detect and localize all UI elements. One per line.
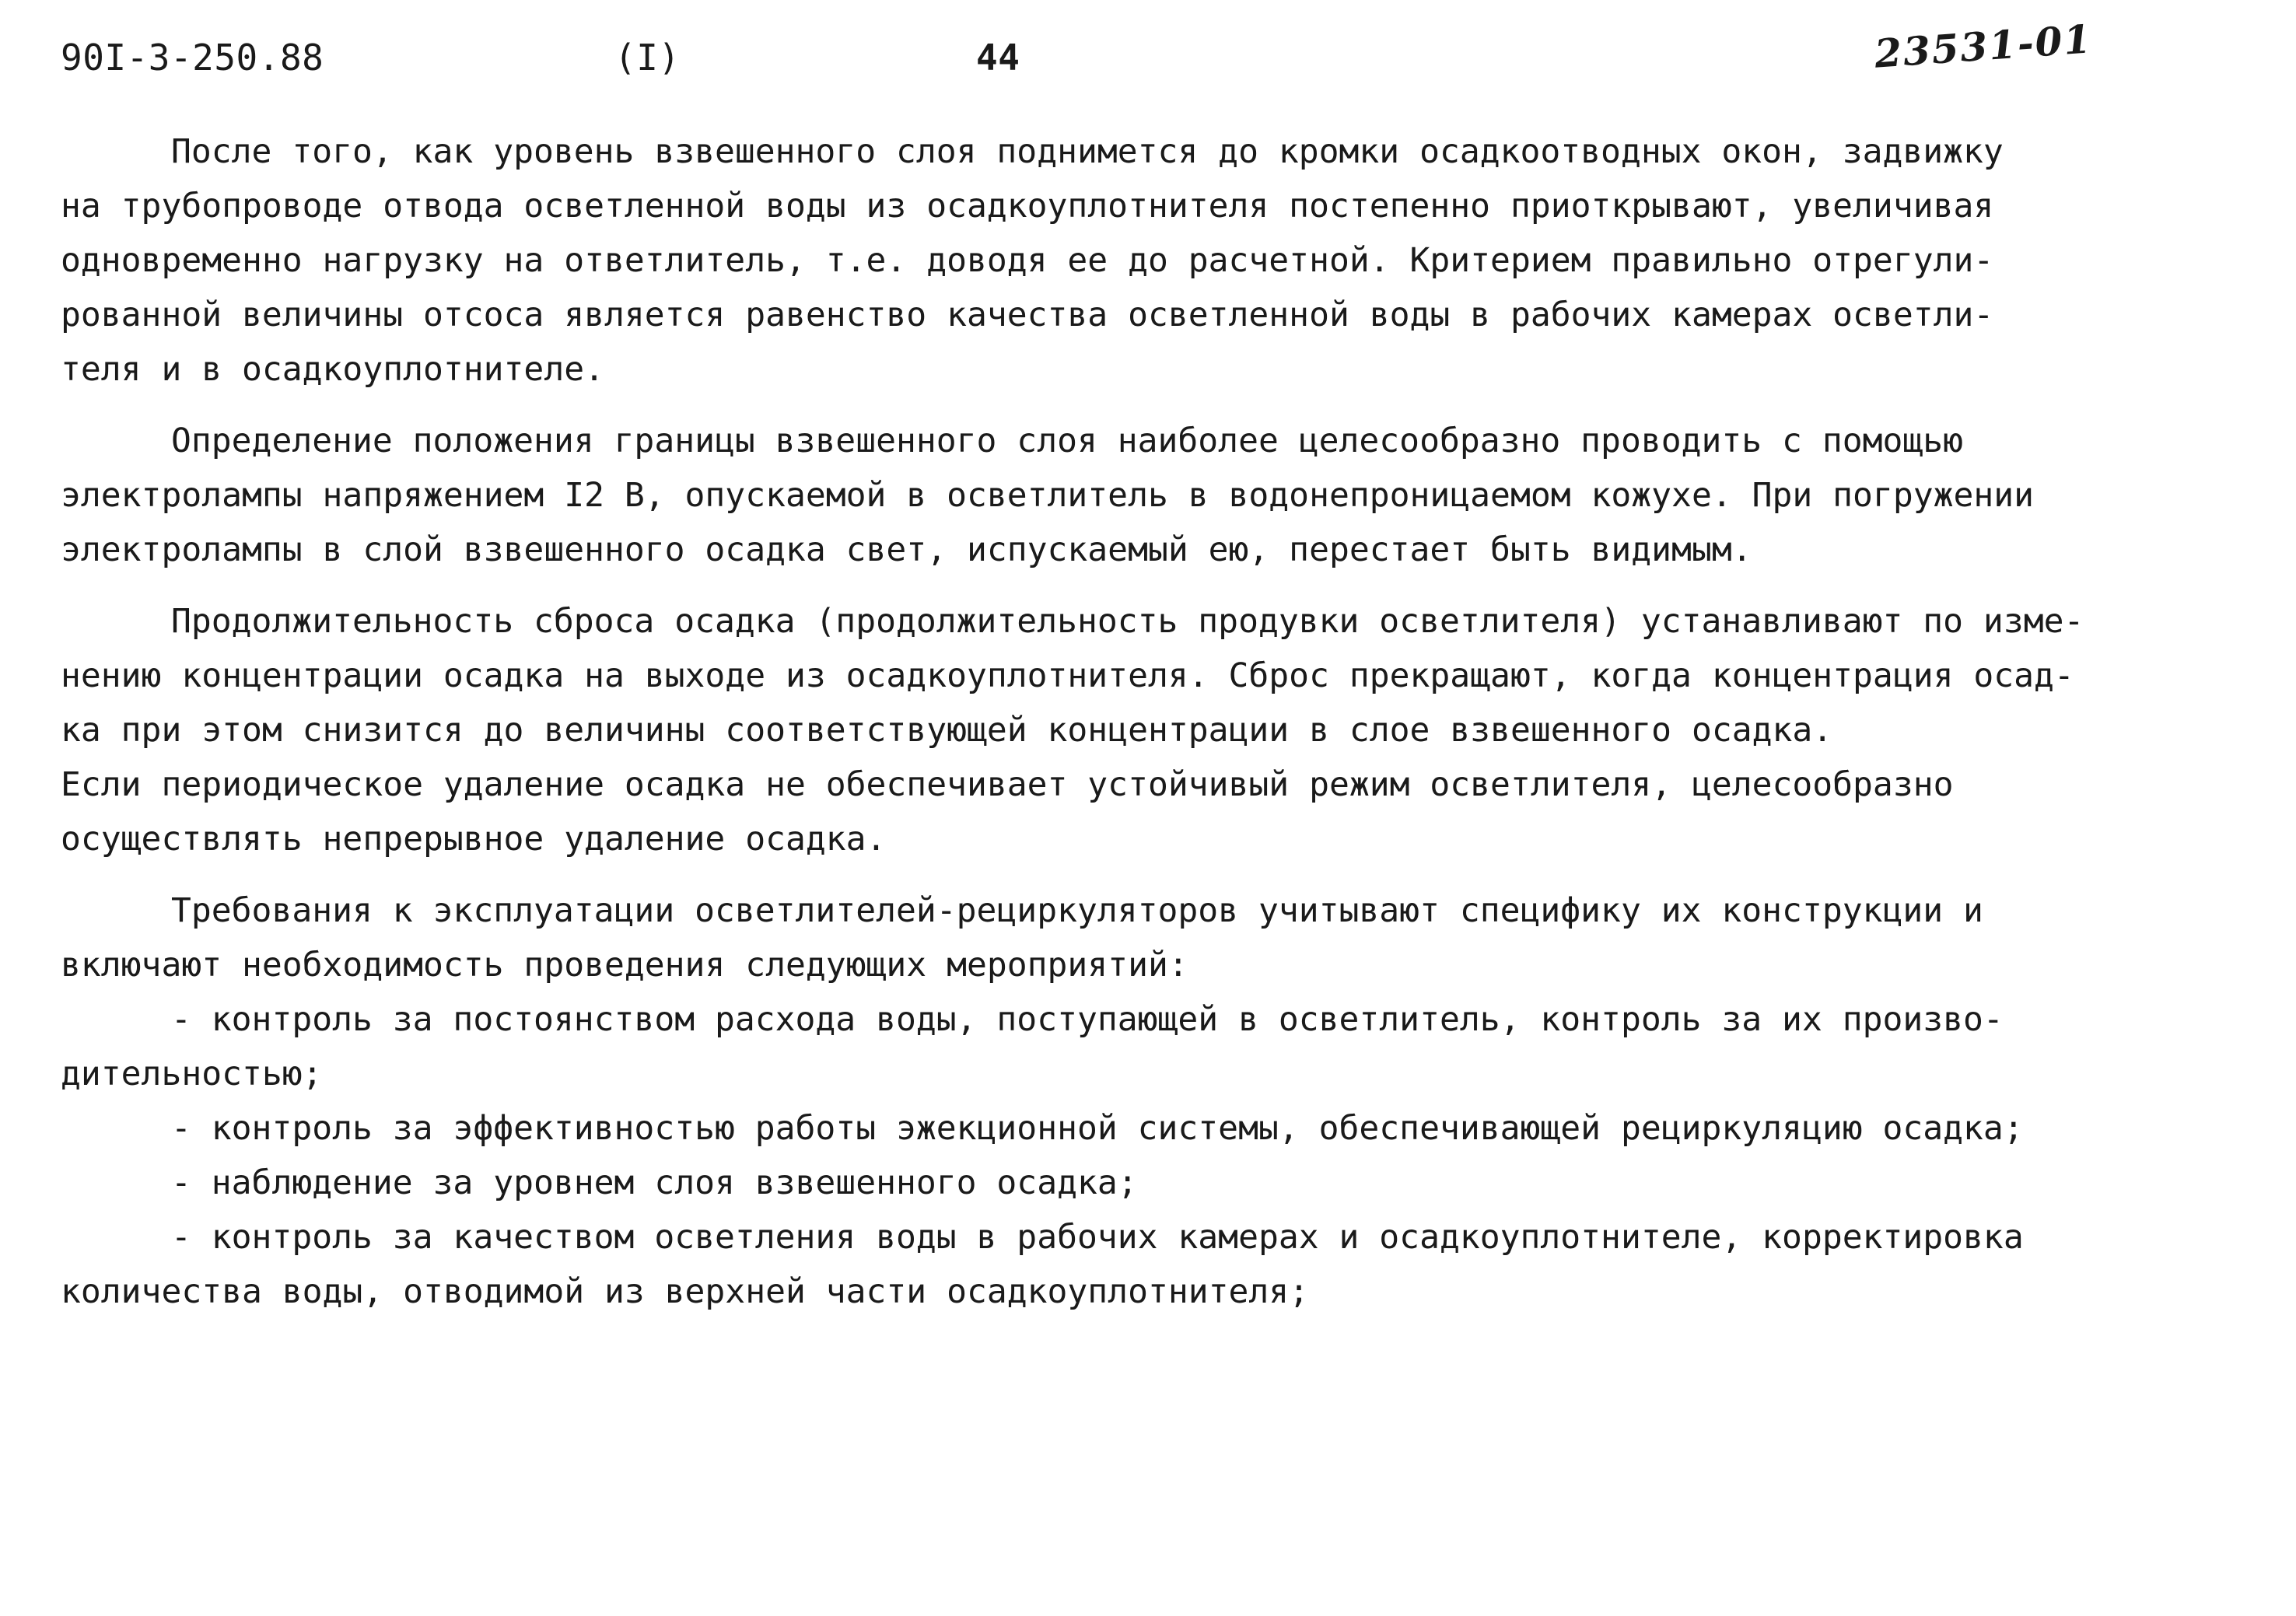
text-line: осуществлять непрерывное удаление осадка. [61,820,887,859]
text-line: одновременно нагрузку на ответлитель, т.е. доводя ее до расчетной. Критерием правильно отрегули- [61,241,1994,280]
text-line: нению концентрации осадка на выходе из осадкоуплотнителя. Сброс прекращают, когда концентрация осад- [61,656,2074,695]
text-line: Определение положения границы взвешенного слоя наиболее целесообразно проводить с помощью [171,421,1964,460]
text-line: Продолжительность сброса осадка (продолжительность продувки осветлителя) устанавливают по изме- [171,602,2084,641]
text-line: электролампы напряжением I2 В, опускаемой в осветлитель в водонепроницаемом кожухе. При погружении [61,476,2035,515]
text-line: включают необходимость проведения следующих мероприятий: [61,946,1188,985]
list-item: - контроль за эффективностью работы эжекционной системы, обеспечивающей рециркуляцию осадка; [171,1109,2024,1148]
text-line: После того, как уровень взвешенного слоя поднимется до кромки осадкоотводных окон, задвижку [171,132,2004,171]
text-line: ка при этом снизится до величины соответствующей концентрации в слое взвешенного осадка. [61,711,1833,750]
list-item: - контроль за качеством осветления воды в рабочих камерах и осадкоуплотнителе, корректировка [171,1218,2024,1257]
text-line: электролампы в слой взвешенного осадка свет, испускаемый ею, перестает быть видимым. [61,530,1752,569]
list-item: - контроль за постоянством расхода воды, поступающей в осветлитель, контроль за их произво- [171,1000,2004,1039]
text-line: теля и в осадкоуплотнителе. [61,350,604,389]
text-line: на трубопроводе отвода осветленной воды из осадкоуплотнителя постепенно приоткрывают, увеличивая [61,187,1994,226]
handwritten-inventory-number: 23531-01 [1873,16,2094,77]
document-body [61,124,2238,1319]
text-line: рованной величины отсоса является равенство качества осветленной воды в рабочих камерах осветли- [61,296,1994,334]
text-line: Требования к эксплуатации осветлителей-рециркуляторов учитывают специфику их конструкции и [171,891,1983,930]
text-line: Если периодическое удаление осадка не обеспечивает устойчивый режим осветлителя, целесообразно [61,765,1954,804]
volume-number: (I) [614,37,681,79]
list-item: - наблюдение за уровнем слоя взвешенного осадка; [171,1163,1138,1202]
page-number: 44 [976,37,1020,79]
document-code: 90I-3-250.88 [61,37,324,79]
text-line: количества воды, отводимой из верхней части осадкоуплотнителя; [61,1272,1310,1311]
text-line: дительностью; [61,1055,323,1093]
